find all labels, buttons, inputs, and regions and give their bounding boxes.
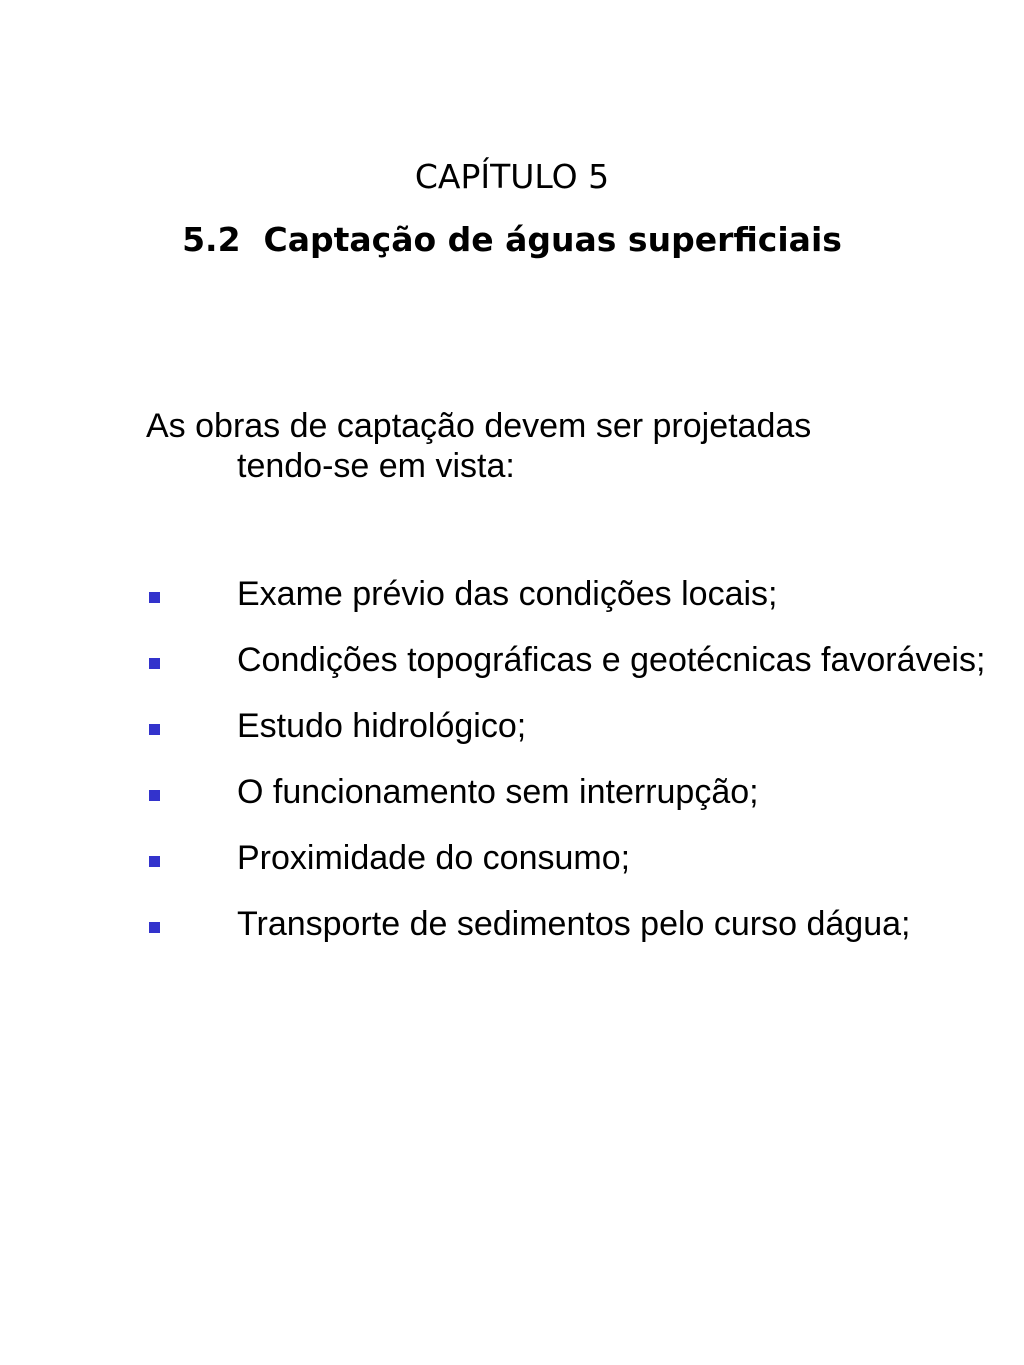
list-item	[0, 770, 989, 814]
list-item	[0, 638, 989, 682]
list-item	[0, 902, 989, 946]
list-item-text: Proximidade do consumo;	[237, 839, 631, 877]
list-item-text: Transporte de sedimentos pelo curso dágua;	[237, 905, 911, 943]
square-bullet-icon	[149, 922, 160, 933]
list-item-text: Estudo hidrológico;	[237, 707, 527, 745]
square-bullet-icon	[149, 724, 160, 735]
intro-line-2: tendo-se em vista:	[237, 447, 515, 485]
list-item	[0, 572, 989, 616]
square-bullet-icon	[149, 592, 160, 603]
square-bullet-icon	[149, 658, 160, 669]
list-item-text: O funcionamento sem interrupção;	[237, 773, 759, 811]
list-item	[0, 836, 989, 880]
list-item-text: Condições topográficas e geotécnicas favoráveis;	[237, 641, 986, 679]
square-bullet-icon	[149, 856, 160, 867]
bullet-list	[0, 572, 1024, 968]
intro-line-1: As obras de captação devem ser projetadas	[146, 407, 812, 445]
section-title: 5.2 Captação de águas superficiais	[182, 220, 842, 259]
list-item-text: Exame prévio das condições locais;	[237, 575, 778, 613]
list-item	[0, 704, 989, 748]
square-bullet-icon	[149, 790, 160, 801]
chapter-heading: CAPÍTULO 5	[414, 157, 610, 196]
intro-paragraph	[146, 406, 946, 486]
